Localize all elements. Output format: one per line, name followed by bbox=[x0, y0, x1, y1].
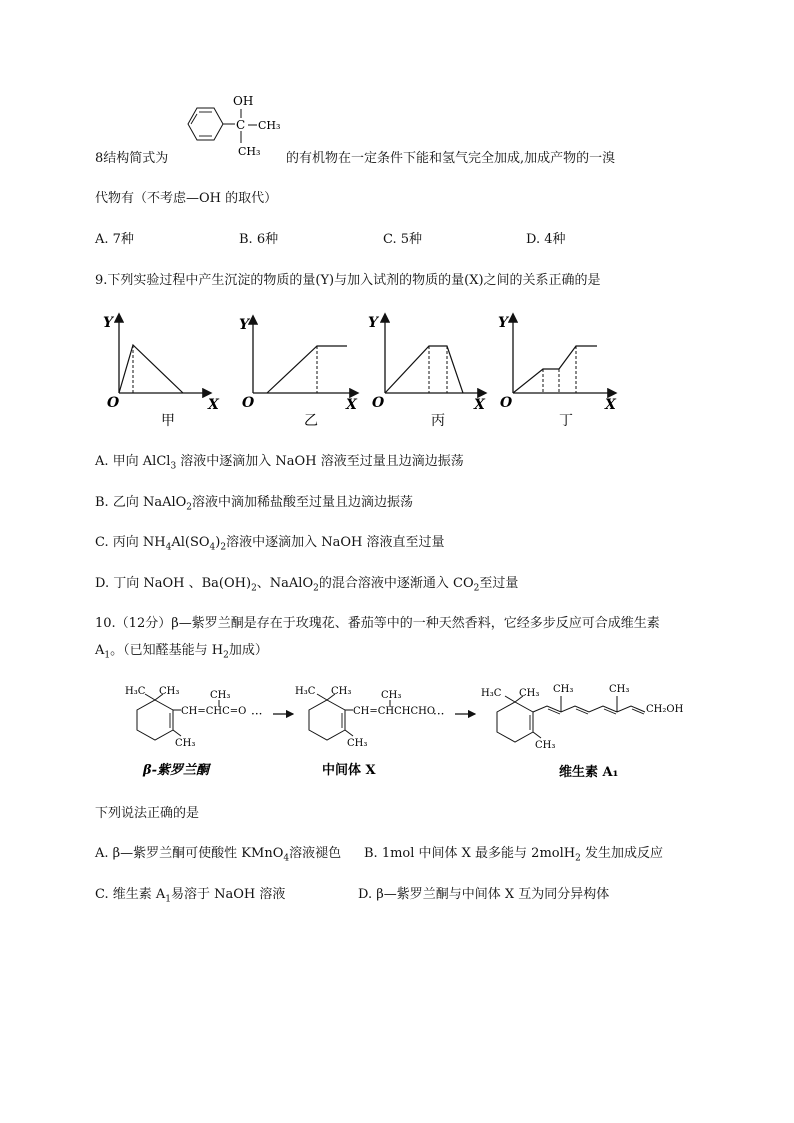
struct-ch3-bottom: CH₃ bbox=[238, 145, 261, 158]
svg-text:CH₃: CH₃ bbox=[609, 684, 630, 695]
q9-graphs bbox=[95, 305, 635, 435]
q10-reaction-scheme bbox=[115, 678, 685, 786]
svg-text:CH₃: CH₃ bbox=[553, 684, 574, 695]
q9-option-b[interactable]: B. 乙向 NaAlO$_2$溶液中滴加稀盐酸至过量且边滴边振荡 bbox=[95, 495, 414, 513]
q10-prompt: 下列说法正确的是 bbox=[95, 806, 200, 821]
svg-text:CH₃: CH₃ bbox=[331, 686, 352, 697]
label-vitamin-a1: 维生素 A₁ bbox=[559, 765, 619, 780]
svg-text:CH=CHC=O: CH=CHC=O bbox=[181, 706, 247, 717]
graph-ding-caption: 丁 bbox=[559, 413, 573, 429]
graph-bing bbox=[368, 315, 486, 429]
graph-bing-x: X bbox=[474, 397, 485, 413]
q9-option-a[interactable]: A. 甲向 AlCl$_3$ 溶液中逐滴加入 NaOH 溶液至过量且边滴边振荡 bbox=[95, 454, 464, 472]
graph-yi-x: X bbox=[346, 397, 357, 413]
svg-text:CH₂OH: CH₂OH bbox=[646, 704, 684, 715]
struct-oh: OH bbox=[233, 94, 254, 108]
q10-option-c[interactable]: C. 维生素 $A_1$易溶于 NaOH 溶液 bbox=[95, 887, 286, 905]
graph-yi-caption: 乙 bbox=[304, 413, 318, 429]
label-intermediate-x: 中间体 X bbox=[322, 763, 376, 778]
struct-c: C bbox=[236, 118, 246, 132]
svg-text:CH₃: CH₃ bbox=[210, 690, 231, 701]
q8-prefix: 8结构简式为 bbox=[95, 151, 169, 166]
q8-option-a[interactable]: A. 7种 bbox=[95, 232, 134, 247]
graph-yi-y: Y bbox=[239, 317, 249, 333]
graph-yi bbox=[239, 317, 358, 429]
q8-option-b[interactable]: B. 6种 bbox=[239, 232, 279, 247]
svg-text:H₃C: H₃C bbox=[125, 686, 146, 697]
svg-text:CH₃: CH₃ bbox=[381, 690, 402, 701]
graph-jia-x: X bbox=[208, 397, 219, 413]
graph-ding-y: Y bbox=[498, 315, 508, 331]
graph-yi-o: O bbox=[242, 395, 255, 411]
graph-bing-caption: 丙 bbox=[431, 413, 445, 429]
graph-jia-o: O bbox=[107, 395, 120, 411]
label-beta-ionone: β-紫罗兰酮 bbox=[143, 763, 210, 778]
q10-option-a[interactable]: A. β—紫罗兰酮可使酸性 KMnO$_4$溶液褪色 bbox=[95, 846, 342, 864]
q10-stem-line1: 10.（12分）β—紫罗兰酮是存在于玫瑰花、番茄等中的一种天然香料，它经多步反应可合成维生素 bbox=[95, 616, 660, 631]
q8-option-c[interactable]: C. 5种 bbox=[383, 232, 423, 247]
graph-jia-y: Y bbox=[103, 315, 113, 331]
q8-option-d[interactable]: D. 4种 bbox=[526, 232, 566, 247]
graph-ding-x: X bbox=[605, 397, 616, 413]
q9-option-c[interactable]: C. 丙向 $NH_4Al(SO_4)_2$溶液中逐滴加入 NaOH 溶液直至过量 bbox=[95, 535, 445, 553]
svg-text:CH₃: CH₃ bbox=[347, 738, 368, 749]
svg-text:···: ··· bbox=[251, 707, 263, 721]
q10-stem-line2: $A_1$。（已知醛基能与 $H_2$加成） bbox=[95, 643, 268, 661]
graph-bing-o: O bbox=[372, 395, 385, 411]
intermediate-x-structure bbox=[295, 686, 435, 749]
svg-text:CH₃: CH₃ bbox=[519, 688, 540, 699]
q8-suffix: 的有机物在一定条件下能和氢气完全加成,加成产物的一溴 bbox=[286, 151, 616, 166]
beta-ionone-structure bbox=[125, 686, 246, 749]
graph-ding-o: O bbox=[500, 395, 513, 411]
graph-jia bbox=[103, 315, 220, 429]
q9-option-d[interactable]: D. 丁向 NaOH 、$Ba(OH)_2$、NaAlO$_2$的混合溶液中逐渐通入 $CO_2$至过量 bbox=[95, 576, 519, 594]
q8-structure bbox=[175, 88, 290, 168]
svg-text:···: ··· bbox=[433, 707, 445, 721]
graph-ding bbox=[498, 315, 617, 429]
q8-line2: 代物有（不考虑—OH 的取代） bbox=[95, 191, 278, 206]
q9-stem: 9.下列实验过程中产生沉淀的物质的量(Y)与加入试剂的物质的量(X)之间的关系正确的是 bbox=[95, 273, 601, 288]
svg-text:CH₃: CH₃ bbox=[159, 686, 180, 697]
graph-jia-caption: 甲 bbox=[161, 413, 175, 429]
vitamin-a1-structure bbox=[481, 684, 684, 751]
q10-option-b[interactable]: B. 1mol 中间体 X 最多能与 2molH$_2$ 发生加成反应 bbox=[364, 846, 663, 864]
svg-text:CH₃: CH₃ bbox=[175, 738, 196, 749]
svg-text:CH₃: CH₃ bbox=[535, 740, 556, 751]
q10-option-d[interactable]: D. β—紫罗兰酮与中间体 X 互为同分异构体 bbox=[358, 887, 610, 902]
struct-ch3-right: CH₃ bbox=[258, 119, 281, 132]
svg-text:CH=CHCHCHO: CH=CHCHCHO bbox=[353, 706, 436, 717]
svg-text:H₃C: H₃C bbox=[481, 688, 502, 699]
graph-bing-y: Y bbox=[368, 315, 378, 331]
svg-text:H₃C: H₃C bbox=[295, 686, 316, 697]
